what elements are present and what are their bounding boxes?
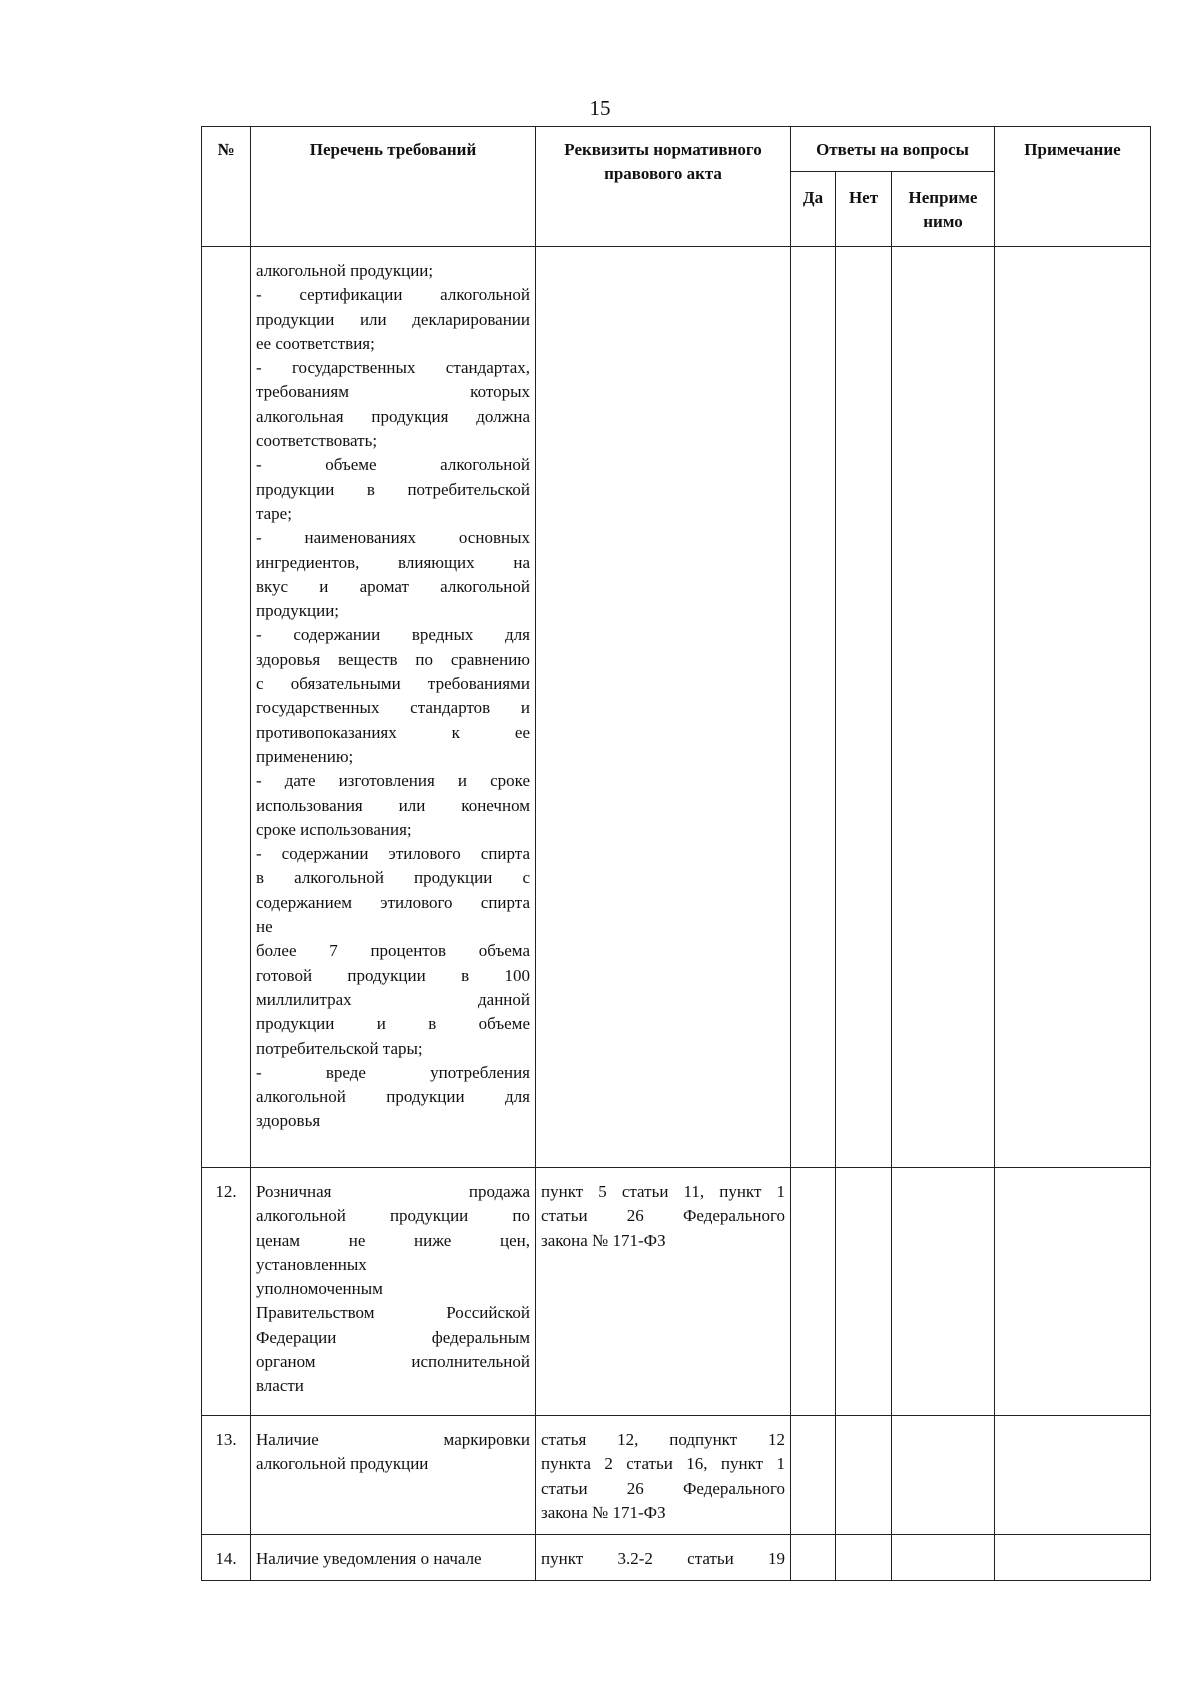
requirements-checklist-table	[201, 126, 1151, 1581]
requirement-text-line: содержанием этилового спирта	[256, 892, 530, 912]
requirement-text-line: - дате изготовления и сроке	[256, 771, 530, 791]
requirement-text-line: алкогольной продукции;	[256, 261, 434, 280]
row-number	[202, 247, 251, 1168]
note-cell[interactable]	[995, 1535, 1151, 1581]
header-legal-act-line: Реквизиты нормативного	[564, 140, 762, 159]
row-number: 13.	[202, 1416, 251, 1535]
legal-act-text-line: пункт 3.2-2 статьи 19	[541, 1549, 785, 1569]
requirement-text-line: продукции и в объеме	[256, 1014, 530, 1034]
requirement-text-line: - вреде употребления	[256, 1062, 530, 1082]
page-number: 15	[589, 96, 611, 120]
requirement-text-line: алкогольной продукции для	[256, 1087, 530, 1107]
legal-act-text-line: статьи 26 Федерального	[541, 1206, 785, 1226]
requirement-text-line: - наименованиях основных	[256, 528, 530, 548]
requirement-text-line: органом исполнительной	[256, 1352, 530, 1372]
requirement-text-line: здоровья	[256, 1111, 321, 1131]
answer-yes-cell[interactable]	[791, 247, 836, 1168]
header-number: №	[202, 127, 251, 247]
header-requirements: Перечень требований	[251, 127, 536, 247]
requirement-text-line: в алкогольной продукции с	[256, 868, 530, 888]
answer-yes-cell[interactable]	[791, 1168, 836, 1416]
requirement-cell	[251, 1416, 536, 1535]
answer-yes-cell[interactable]	[791, 1535, 836, 1581]
requirement-text-line: - содержании этилового спирта	[256, 844, 530, 864]
requirement-cell	[251, 247, 536, 1168]
table-row	[202, 1168, 1151, 1416]
requirement-text-line: ингредиентов, влияющих на	[256, 552, 530, 572]
header-yes: Да	[791, 172, 836, 247]
legal-act-text-line: пункт 5 статьи 11, пункт 1	[541, 1182, 785, 1201]
table-row	[202, 1416, 1151, 1535]
row-number: 12.	[202, 1168, 251, 1416]
requirement-text-line: уполномоченным	[256, 1279, 383, 1299]
requirement-text-line: алкогольная продукция должна	[256, 406, 530, 426]
legal-act-text-line: пункта 2 статьи 16, пункт 1	[541, 1454, 785, 1474]
requirement-text-line: миллилитрах данной	[256, 989, 530, 1009]
header-not-applicable-line: нимо	[923, 212, 963, 232]
requirement-text-line: требованиям которых	[256, 382, 530, 402]
requirement-text-line: Наличие уведомления о начале	[256, 1549, 482, 1569]
legal-act-cell	[536, 1535, 791, 1581]
requirement-text-line: более 7 процентов объема	[256, 941, 530, 961]
legal-act-text-line: закона № 171-ФЗ	[541, 1230, 666, 1250]
legal-act-text-line: закона № 171-ФЗ	[541, 1502, 666, 1522]
requirement-text-line: таре;	[256, 503, 292, 523]
requirement-text-line: продукции в потребительской	[256, 479, 530, 499]
requirement-text-line: Федерации федеральным	[256, 1327, 530, 1347]
answer-not-applicable-cell[interactable]	[892, 1416, 995, 1535]
requirement-text-line: ценам не ниже цен,	[256, 1230, 530, 1250]
legal-act-text-line: статьи 26 Федерального	[541, 1478, 785, 1498]
answer-not-applicable-cell[interactable]	[892, 1535, 995, 1581]
answer-no-cell[interactable]	[836, 1535, 892, 1581]
requirement-text-line: ее соответствия;	[256, 333, 375, 353]
requirement-text-line: вкус и аромат алкогольной	[256, 576, 530, 596]
requirement-text-line: продукции;	[256, 601, 340, 621]
header-legal-act	[536, 127, 791, 247]
note-cell[interactable]	[995, 247, 1151, 1168]
answer-no-cell[interactable]	[836, 1168, 892, 1416]
requirement-text-line: готовой продукции в 100	[256, 965, 530, 985]
legal-act-text-line: статья 12, подпункт 12	[541, 1430, 785, 1449]
legal-act-cell	[536, 1168, 791, 1416]
requirement-text-line: противопоказаниях к ее	[256, 722, 530, 742]
note-cell[interactable]	[995, 1168, 1151, 1416]
requirement-text-line: алкогольной продукции по	[256, 1206, 530, 1226]
requirement-cell	[251, 1168, 536, 1416]
requirement-text-line: здоровья веществ по сравнению	[256, 649, 530, 669]
header-answers: Ответы на вопросы	[791, 127, 995, 172]
requirement-text-line: - государственных стандартах,	[256, 358, 530, 378]
answer-not-applicable-cell[interactable]	[892, 1168, 995, 1416]
legal-act-cell	[536, 1416, 791, 1535]
requirement-text-line: власти	[256, 1376, 304, 1396]
requirement-text-line: Розничная продажа	[256, 1182, 530, 1201]
requirement-text-line: - сертификации алкогольной	[256, 285, 530, 305]
requirement-text-line: с обязательными требованиями	[256, 674, 530, 694]
answer-no-cell[interactable]	[836, 247, 892, 1168]
requirement-text-line: государственных стандартов и	[256, 698, 530, 718]
requirement-text-line: - содержании вредных для	[256, 625, 530, 645]
table-row	[202, 247, 1151, 1168]
answer-yes-cell[interactable]	[791, 1416, 836, 1535]
header-legal-act-line: правового акта	[604, 164, 722, 184]
requirement-text-line: алкогольной продукции	[256, 1454, 429, 1474]
row-number: 14.	[202, 1535, 251, 1581]
requirement-text-line: продукции или декларировании	[256, 309, 530, 329]
requirement-text-line: установленных	[256, 1254, 367, 1274]
requirement-text-line: не	[256, 917, 273, 937]
requirement-text-line: - объеме алкогольной	[256, 455, 530, 475]
header-no: Нет	[836, 172, 892, 247]
requirement-text-line: применению;	[256, 746, 354, 766]
note-cell[interactable]	[995, 1416, 1151, 1535]
requirement-text-line: Правительством Российской	[256, 1303, 530, 1323]
header-not-applicable	[892, 172, 995, 247]
requirement-text-line: потребительской тары;	[256, 1038, 423, 1058]
table-body	[202, 247, 1151, 1581]
requirement-text-line: сроке использования;	[256, 819, 412, 839]
answer-not-applicable-cell[interactable]	[892, 247, 995, 1168]
legal-act-cell	[536, 247, 791, 1168]
requirement-text-line: соответствовать;	[256, 431, 378, 451]
header-note: Примечание	[995, 127, 1151, 247]
table-row	[202, 1535, 1151, 1581]
requirement-text-line: использования или конечном	[256, 795, 530, 815]
requirement-text-line: Наличие маркировки	[256, 1430, 530, 1449]
requirement-cell	[251, 1535, 536, 1581]
header-not-applicable-line: Неприме	[908, 188, 978, 207]
answer-no-cell[interactable]	[836, 1416, 892, 1535]
